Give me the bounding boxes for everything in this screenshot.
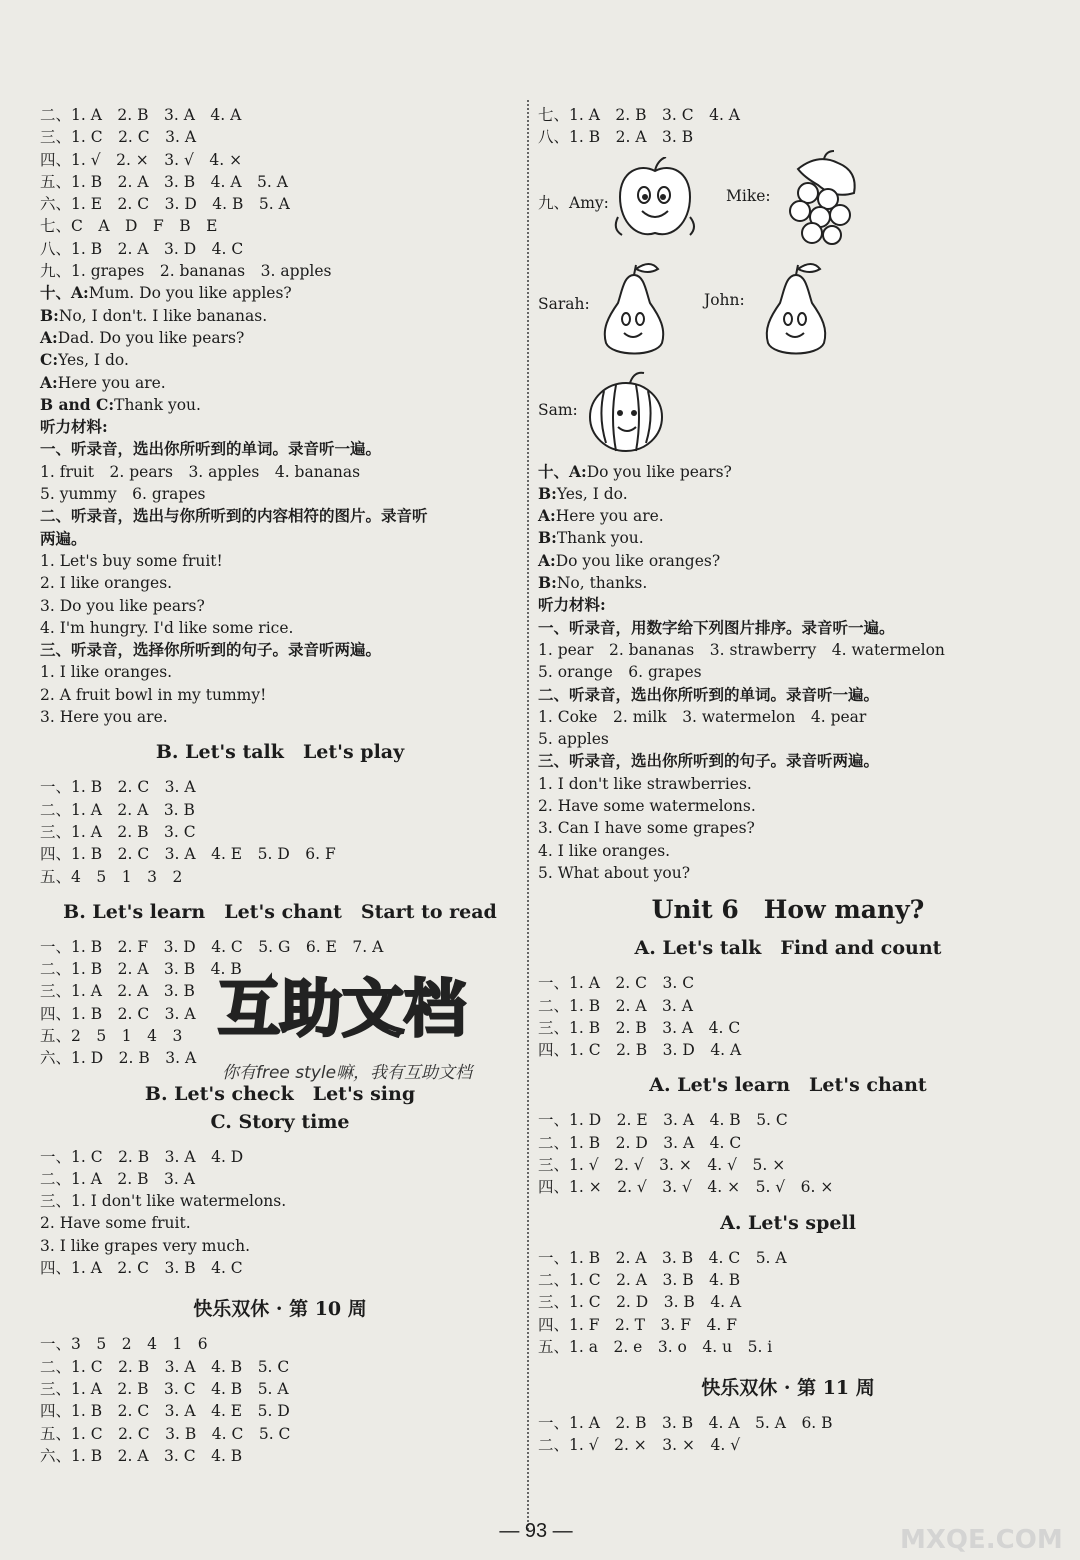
speaker: 十、A: [40, 283, 89, 303]
answer-line: 一、1. B 2. F 3. D 4. C 5. G 6. E 7. A [40, 937, 384, 956]
dialogue-line [538, 572, 1038, 594]
listening-line: 1. Let's buy some fruit! [40, 551, 223, 570]
answer-line: 二、1. √ 2. × 3. × 4. √ [538, 1436, 741, 1455]
answer-line: 六、1. E 2. C 3. D 4. B 5. A [40, 195, 290, 214]
listening-instruction: 一、听录音，选出你所听到的单词。录音听一遍。 [40, 439, 382, 459]
speaker: B: [40, 305, 59, 325]
speaker: A: [538, 550, 556, 570]
answer-line: 七、C A D F B E [40, 217, 218, 236]
answer-line: 一、1. A 2. C 3. C [538, 974, 695, 993]
answer-line: 二、1. A 2. B 3. A [40, 1169, 195, 1188]
answer-line: 三、1. C 2. D 3. B 4. A [538, 1293, 742, 1312]
answer-line: 二、1. A 2. B 3. A 4. A [40, 106, 242, 124]
dialogue-line [40, 327, 520, 349]
pear-icon [758, 261, 834, 361]
answer-line: 四、1. A 2. C 3. B 4. C [40, 1259, 243, 1278]
answer-line: 一、1. C 2. B 3. A 4. D [40, 1147, 244, 1166]
answer-line: 八、1. B 2. A 3. D 4. C [40, 239, 244, 258]
answer-line: 七、1. A 2. B 3. C 4. A [538, 106, 740, 124]
listening-line: 2. A fruit bowl in my tummy! [40, 685, 267, 704]
listening-line: 1. I like oranges. [40, 663, 173, 682]
left-column [40, 104, 520, 1467]
listening-line: 2. Have some watermelons. [538, 797, 756, 816]
answer-line: 二、1. C 2. A 3. B 4. B [538, 1270, 741, 1289]
answer-line: 四、1. × 2. √ 3. √ 4. × 5. √ 6. × [538, 1178, 834, 1197]
corner-watermark-text: MXQE.COM [900, 1525, 1063, 1555]
dialogue-text: Mum. Do you like apples? [88, 284, 292, 303]
answer-line: 二、1. C 2. B 3. A 4. B 5. C [40, 1357, 290, 1376]
answer-line: 三、1. A 2. B 3. C [40, 822, 196, 841]
speaker: A: [538, 506, 556, 526]
answer-line: 五、2 5 1 4 3 [40, 1026, 183, 1045]
answer-line: 二、1. B 2. A 3. B 4. B [40, 960, 242, 979]
apple-icon [610, 157, 700, 247]
section-heading: A. Let's talk Find and count [634, 937, 942, 960]
answer-line: 九、1. grapes 2. bananas 3. apples [40, 262, 332, 281]
speaker: B: [538, 573, 557, 593]
answer-line: 3. I like grapes very much. [40, 1236, 251, 1255]
dialogue-text: Here you are. [57, 373, 166, 392]
listening-title: 听力材料: [40, 417, 108, 437]
answer-line: 三、1. A 2. B 3. C 4. B 5. A [40, 1379, 289, 1398]
answer-line: 五、1. B 2. A 3. B 4. A 5. A [40, 172, 288, 191]
dialogue-line [40, 349, 520, 371]
section-heading: 快乐双休 · 第 10 周 [193, 1298, 367, 1321]
answer-line: 三、1. C 2. C 3. A [40, 128, 197, 147]
listening-line: 4. I like oranges. [538, 841, 671, 860]
listening-instruction: 三、听录音，选出你所听到的句子。录音听两遍。 [538, 751, 880, 771]
fruit-label-amy: 九、Amy: [538, 193, 609, 212]
dialogue-text: Yes, I do. [556, 484, 628, 503]
column-divider [527, 100, 529, 1530]
corner-watermark [880, 1490, 1080, 1560]
speaker: A: [40, 372, 58, 392]
answer-line: 二、1. B 2. D 3. A 4. C [538, 1133, 742, 1152]
dialogue-text: No, thanks. [556, 574, 648, 593]
section-b-check-answers [40, 1146, 520, 1280]
listening-material-left [40, 416, 520, 728]
listening-line: 3. Do you like pears? [40, 596, 205, 615]
listening-instruction: 二、听录音，选出与你所听到的内容相符的图片。录音听 [40, 506, 428, 526]
section-heading: B. Let's check Let's sing [144, 1082, 416, 1105]
speaker: B and C: [40, 394, 115, 414]
dialogue-line [40, 372, 520, 394]
dialogue-line [538, 483, 1038, 505]
answer-line: 三、1. B 2. B 3. A 4. C [538, 1018, 741, 1037]
watermark-sub-text: 你有free style嘛，我有互助文档 [222, 1063, 473, 1083]
page-number: — 93 — [499, 1520, 573, 1542]
answer-line: 五、4 5 1 3 2 [40, 867, 183, 886]
listening-material-right [538, 594, 1038, 884]
listening-line: 1. pear 2. bananas 3. strawberry 4. watermelon [538, 640, 945, 659]
speaker: B: [538, 528, 557, 548]
answer-line: 四、1. √ 2. × 3. √ 4. × [40, 150, 243, 169]
dialogue-text: No, I don't. I like bananas. [58, 306, 268, 325]
answer-line: 六、1. D 2. B 3. A [40, 1049, 197, 1068]
speaker: C: [40, 350, 59, 370]
dialogue-text: Do you like pears? [586, 462, 732, 481]
right-column [538, 104, 1038, 1457]
dialogue-line [40, 305, 520, 327]
section-a-spell-answers [538, 1247, 1038, 1358]
answer-line: 一、1. B 2. A 3. B 4. C 5. A [538, 1248, 787, 1267]
answer-line: 二、1. A 2. A 3. B [40, 800, 195, 819]
answer-line: 2. Have some fruit. [40, 1214, 191, 1233]
answer-line: 四、1. B 2. C 3. A 4. E 5. D [40, 1402, 290, 1421]
answer-line: 一、1. D 2. E 3. A 4. B 5. C [538, 1111, 788, 1130]
dialogue-line [538, 527, 1038, 549]
speaker: 十、A: [538, 461, 587, 481]
listening-title: 听力材料: [538, 595, 606, 615]
listening-line: 1. I don't like strawberries. [538, 774, 752, 793]
dialogue-text: Do you like oranges? [555, 551, 721, 570]
section-heading: A. Let's spell [720, 1211, 856, 1234]
dialogue-line [40, 394, 520, 416]
listening-line: 5. apples [538, 730, 609, 749]
listening-line: 4. I'm hungry. I'd like some rice. [40, 618, 294, 637]
watermark-logo [200, 960, 520, 1090]
speaker: A: [40, 327, 58, 347]
dialogue-text: Thank you. [114, 395, 201, 414]
listening-line: 3. Here you are. [40, 708, 168, 727]
answer-line: 一、1. A 2. B 3. B 4. A 5. A 6. B [538, 1414, 833, 1433]
listening-instruction: 一、听录音，用数字给下列图片排序。录音听一遍。 [538, 617, 895, 637]
pear-icon [596, 261, 672, 361]
section-heading: 快乐双休 · 第 11 周 [701, 1377, 875, 1400]
unit-title: Unit 6 How many? [651, 895, 925, 925]
section-heading: B. Let's talk Let's play [155, 741, 405, 764]
answer-line: 八、1. B 2. A 3. B [538, 128, 694, 147]
answers-top-left [40, 104, 520, 282]
dialogue-line [538, 461, 1038, 483]
fruit-drawing-area [538, 149, 1038, 461]
answer-line: 四、1. B 2. C 3. A 4. E 5. D 6. F [40, 845, 336, 864]
dialogue-text: Yes, I do. [58, 351, 129, 370]
section-heading: A. Let's learn Let's chant [649, 1074, 927, 1097]
answer-line: 三、1. A 2. A 3. B [40, 982, 195, 1001]
answer-line: 五、1. a 2. e 3. o 4. u 5. i [538, 1337, 773, 1356]
section-a-learn-answers [538, 1109, 1038, 1198]
section-heading: B. Let's learn Let's chant Start to read [63, 900, 497, 923]
listening-line: 2. I like oranges. [40, 574, 173, 593]
answer-line: 一、1. B 2. C 3. A [40, 778, 196, 797]
listening-line: 5. orange 6. grapes [538, 663, 702, 682]
grapes-icon [778, 149, 868, 249]
dialogue-line [538, 550, 1038, 572]
answer-line: 五、1. C 2. C 3. B 4. C 5. C [40, 1424, 291, 1443]
listening-line: 5. yummy 6. grapes [40, 485, 206, 504]
fruit-label-sarah: Sarah: [538, 294, 590, 313]
listening-instruction: 三、听录音，选择你所听到的句子。录音听两遍。 [40, 640, 382, 660]
answer-line: 六、1. B 2. A 3. C 4. B [40, 1446, 243, 1465]
dialogue-ten-left [40, 282, 520, 416]
dialogue-text: Here you are. [555, 507, 664, 526]
listening-line: 3. Can I have some grapes? [538, 819, 755, 838]
answer-line: 三、1. I don't like watermelons. [40, 1192, 287, 1211]
listening-instruction: 二、听录音，选出你所听到的单词。录音听一遍。 [538, 684, 880, 704]
watermelon-icon [584, 367, 668, 457]
listening-line: 5. What about you? [538, 863, 691, 882]
section-b-talk-answers [40, 776, 520, 887]
dialogue-text: Dad. Do you like pears? [57, 328, 245, 347]
watermark-main-text: 互助文档 [218, 972, 467, 1045]
answer-line: 一、3 5 2 4 1 6 [40, 1335, 208, 1354]
section-heading: C. Story time [210, 1110, 350, 1133]
answer-line: 四、1. B 2. C 3. A [40, 1004, 196, 1023]
answer-line: 二、1. B 2. A 3. A [538, 996, 693, 1015]
weekend-10-answers [40, 1333, 520, 1467]
fruit-label-sam: Sam: [538, 400, 578, 419]
listening-line: 1. fruit 2. pears 3. apples 4. bananas [40, 462, 361, 481]
answer-line: 四、1. F 2. T 3. F 4. F [538, 1315, 737, 1334]
speaker: B: [538, 483, 557, 503]
dialogue-text: Thank you. [556, 529, 644, 548]
answers-top-right [538, 104, 1038, 149]
listening-instruction: 两遍。 [40, 528, 87, 548]
dialogue-line [538, 505, 1038, 527]
listening-line: 1. Coke 2. milk 3. watermelon 4. pear [538, 707, 867, 726]
answer-line: 三、1. √ 2. √ 3. × 4. √ 5. × [538, 1156, 786, 1175]
weekend-11-answers [538, 1412, 1038, 1457]
dialogue-line [40, 282, 520, 304]
section-a-talk-answers [538, 972, 1038, 1061]
answer-line: 四、1. C 2. B 3. D 4. A [538, 1041, 742, 1060]
dialogue-ten-right [538, 461, 1038, 595]
fruit-label-john: John: [704, 290, 745, 309]
fruit-label-mike: Mike: [726, 186, 771, 205]
